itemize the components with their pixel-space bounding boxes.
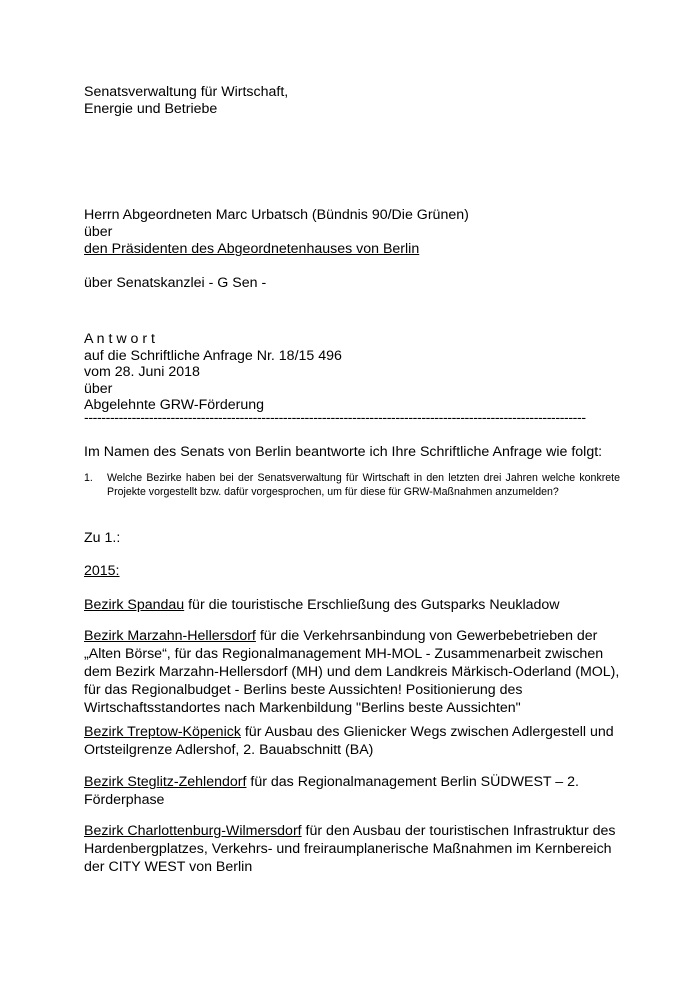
sender-line-2: Energie und Betriebe: [84, 101, 218, 117]
entry-text: für die Verkehrsanbindung von Gewerbebetrieben der „Alten Börse“, für das Regionalmanagement MH-MOL - Zusammenarbeit zwischen dem Bezirk Marzahn-Hellersdorf (MH) und dem Landkreis Märkisch-Oderland (MOL), für das Regionalbudget - Berlins beste Aussichten! Positionierung des Wirtschaftsstandortes nach Markenbildung "Berlins beste Aussichten": [84, 628, 620, 716]
answer-reference: auf die Schriftliche Anfrage Nr. 18/15 496: [84, 348, 342, 364]
entry-text: für Ausbau des Glienicker Wegs zwischen Adlergestell und Ortsteilgrenze Adlershof, 2. Bauabschnitt (BA): [84, 724, 614, 758]
intro-text: Im Namen des Senats von Berlin beantworte ich Ihre Schriftliche Anfrage wie folgt:: [84, 444, 603, 460]
question-number: 1.: [84, 472, 93, 484]
entry-steglitz-zehlendorf: [84, 773, 624, 809]
entry-district: Bezirk Charlottenburg-Wilmersdorf: [84, 823, 302, 839]
recipient-line-1: Herrn Abgeordneten Marc Urbatsch (Bündnis 90/Die Grünen): [84, 207, 469, 223]
entry-treptow-koepenick: [84, 723, 624, 759]
entry-district: Bezirk Steglitz-Zehlendorf: [84, 774, 247, 790]
entry-text: für den Ausbau der touristischen Infrastruktur des Hardenbergplatzes, Verkehrs- und freiraumplanerische Maßnahmen im Kernbereich der CITY WEST von Berlin: [84, 823, 616, 875]
answer-date: vom 28. Juni 2018: [84, 364, 200, 380]
question-1: [84, 472, 620, 499]
entry-charlottenburg-wilmersdorf: [84, 822, 624, 876]
answer-subject: Abgelehnte GRW-Förderung: [84, 397, 265, 413]
entry-text: für die touristische Erschließung des Gutsparks Neukladow: [184, 597, 560, 613]
entry-spandau: [84, 596, 624, 614]
recipient-line-4: über Senatskanzlei - G Sen -: [84, 275, 267, 291]
year-heading: 2015:: [84, 563, 120, 579]
entry-district: Bezirk Spandau: [84, 597, 185, 613]
entry-district: Bezirk Marzahn-Hellersdorf: [84, 628, 256, 644]
recipient-line-3: den Präsidenten des Abgeordnetenhauses von Berlin: [84, 241, 420, 257]
question-text: Welche Bezirke haben bei der Senatsverwaltung für Wirtschaft in den letzten drei Jahren welche konkrete Projekte vorgestellt bzw. dafür vorgesprochen, um für diese für GRW-Maßnahmen anzumelden?: [107, 472, 620, 498]
entry-marzahn-hellersdorf: [84, 627, 624, 717]
recipient-line-2: über: [84, 224, 113, 240]
entry-text: für das Regionalmanagement Berlin SÜDWEST – 2. Förderphase: [84, 774, 579, 808]
answer-heading: A n t w o r t: [84, 331, 155, 347]
answer-over: über: [84, 381, 113, 397]
answer-label: Zu 1.:: [84, 530, 121, 546]
sender-line-1: Senatsverwaltung für Wirtschaft,: [84, 84, 289, 100]
entry-district: Bezirk Treptow-Köpenick: [84, 724, 241, 740]
separator-line: --------------------------------------------------------------------------------------------------------------------: [84, 410, 586, 426]
